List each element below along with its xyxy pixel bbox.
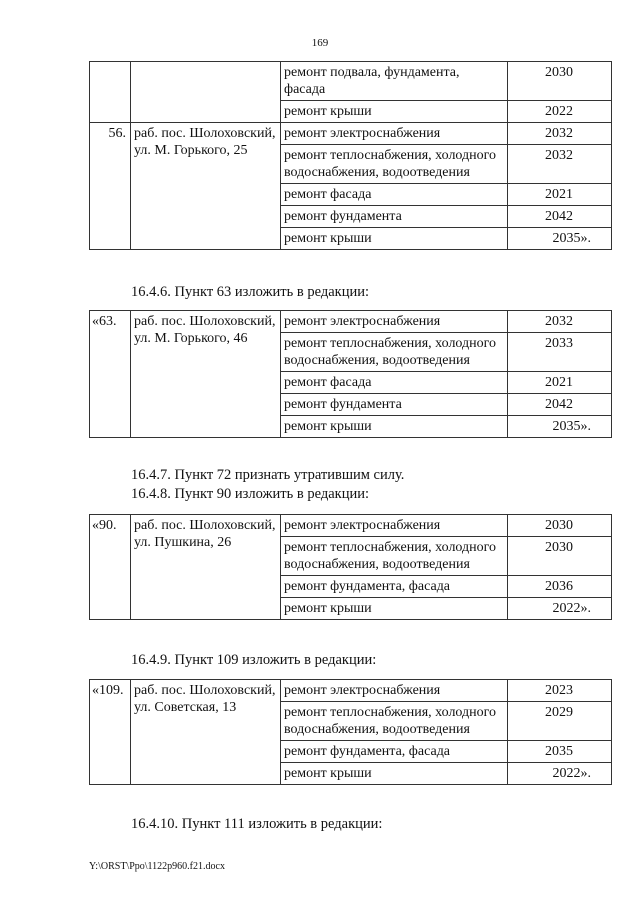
item-number: 56. (90, 123, 131, 250)
address-cell: раб. пос. Шолоховский, ул. Пушкина, 26 (131, 515, 281, 620)
table-item-63 (89, 310, 612, 438)
work-cell: ремонт крыши (281, 598, 508, 620)
work-cell: ремонт крыши (281, 763, 508, 785)
year-cell: 2042 (508, 206, 612, 228)
year-cell: 2023 (508, 680, 612, 702)
year-cell: 2042 (508, 394, 612, 416)
year-cell: 2032 (508, 311, 612, 333)
address-cell: раб. пос. Шолоховский, ул. М. Горького, 46 (131, 311, 281, 438)
item-number-cell (90, 62, 131, 123)
work-cell: ремонт электроснабжения (281, 123, 508, 145)
work-cell: ремонт фасада (281, 372, 508, 394)
paragraph-16-4-6: 16.4.6. Пункт 63 изложить в редакции: (131, 284, 370, 300)
year-cell: 2033 (508, 333, 612, 372)
work-cell: ремонт крыши (281, 228, 508, 250)
year-cell: 2021 (508, 184, 612, 206)
table-item-56 (89, 61, 612, 250)
work-cell: ремонт фундамента, фасада (281, 741, 508, 763)
table-row (90, 311, 612, 333)
year-cell: 2036 (508, 576, 612, 598)
paragraph-16-4-8: 16.4.8. Пункт 90 изложить в редакции: (131, 486, 370, 502)
work-cell: ремонт крыши (281, 101, 508, 123)
table-item-109 (89, 679, 612, 785)
year-cell: 2021 (508, 372, 612, 394)
year-cell: 2030 (508, 537, 612, 576)
table-row (90, 123, 612, 145)
year-cell: 2030 (508, 62, 612, 101)
item-number: «109. (90, 680, 131, 785)
year-cell: 2022». (508, 598, 612, 620)
address-cell: раб. пос. Шолоховский, ул. Советская, 13 (131, 680, 281, 785)
year-cell: 2035 (508, 741, 612, 763)
table-item-90 (89, 514, 612, 620)
paragraph-16-4-9: 16.4.9. Пункт 109 изложить в редакции: (131, 652, 377, 668)
work-cell: ремонт электроснабжения (281, 515, 508, 537)
paragraph-16-4-10: 16.4.10. Пункт 111 изложить в редакции: (131, 816, 383, 832)
address-cell (131, 62, 281, 123)
year-cell: 2035». (508, 228, 612, 250)
table-row (90, 62, 612, 101)
address-cell: раб. пос. Шолоховский, ул. М. Горького, 25 (131, 123, 281, 250)
work-cell: ремонт фасада (281, 184, 508, 206)
work-cell: ремонт электроснабжения (281, 680, 508, 702)
item-number: «63. (90, 311, 131, 438)
work-cell: ремонт электроснабжения (281, 311, 508, 333)
year-cell: 2029 (508, 702, 612, 741)
year-cell: 2022». (508, 763, 612, 785)
work-cell: ремонт фундамента (281, 206, 508, 228)
paragraph-16-4-7: 16.4.7. Пункт 72 признать утратившим силу. (131, 467, 405, 483)
table-row (90, 515, 612, 537)
year-cell: 2022 (508, 101, 612, 123)
item-number: «90. (90, 515, 131, 620)
year-cell: 2030 (508, 515, 612, 537)
work-cell: ремонт крыши (281, 416, 508, 438)
work-cell: ремонт теплоснабжения, холодного водоснабжения, водоотведения (281, 145, 508, 184)
work-cell: ремонт фундамента (281, 394, 508, 416)
work-cell: ремонт теплоснабжения, холодного водоснабжения, водоотведения (281, 537, 508, 576)
page-number: 169 (311, 37, 329, 49)
work-cell: ремонт теплоснабжения, холодного водоснабжения, водоотведения (281, 702, 508, 741)
work-cell: ремонт фундамента, фасада (281, 576, 508, 598)
work-cell: ремонт подвала, фундамента, фасада (281, 62, 508, 101)
year-cell: 2032 (508, 123, 612, 145)
year-cell: 2035». (508, 416, 612, 438)
table-row (90, 680, 612, 702)
footer-file-path: Y:\ORST\Ppo\1122p960.f21.docx (89, 861, 225, 872)
work-cell: ремонт теплоснабжения, холодного водоснабжения, водоотведения (281, 333, 508, 372)
year-cell: 2032 (508, 145, 612, 184)
